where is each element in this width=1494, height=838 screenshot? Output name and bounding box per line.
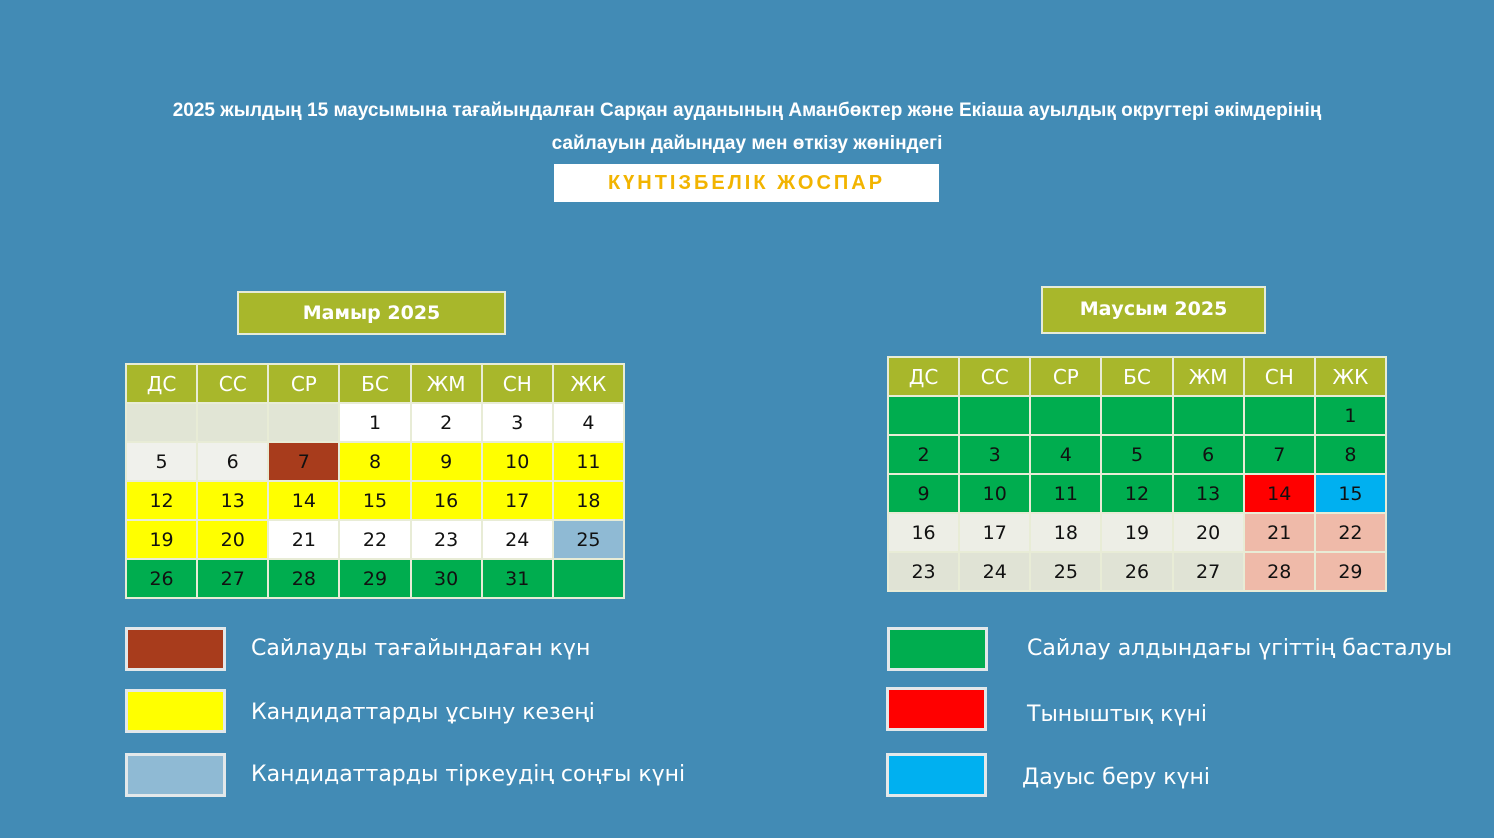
may-day-cell: 23	[411, 520, 482, 559]
plan-label: КҮНТІЗБЕЛІК ЖОСПАР	[554, 164, 939, 202]
header-title-line2: сайлауын дайындау мен өткізу жөніндегі	[551, 133, 943, 154]
legend-swatch-voting-day	[886, 753, 987, 797]
may-day-cell: 7	[268, 442, 339, 481]
may-day-cell: 26	[126, 559, 197, 598]
june-day-cell: 6	[1173, 435, 1244, 474]
june-day-cell: 15	[1315, 474, 1386, 513]
june-day-cell: 27	[1173, 552, 1244, 591]
weekday-header: БС	[1101, 357, 1172, 396]
june-week-row	[888, 552, 1386, 591]
legend-swatch-registration-deadline	[125, 753, 226, 797]
weekday-header: ДС	[888, 357, 959, 396]
june-day-cell: 16	[888, 513, 959, 552]
weekday-header: ЖМ	[411, 364, 482, 403]
june-day-cell: 29	[1315, 552, 1386, 591]
legend-label-nomination: Кандидаттарды ұсыну кезеңі	[251, 700, 595, 725]
weekday-header: СР	[1030, 357, 1101, 396]
may-month-title: Мамыр 2025	[237, 291, 506, 335]
may-day-cell: 6	[197, 442, 268, 481]
weekday-header: СН	[482, 364, 553, 403]
june-day-cell: 23	[888, 552, 959, 591]
may-day-cell: 12	[126, 481, 197, 520]
june-day-cell: 20	[1173, 513, 1244, 552]
june-day-cell: 9	[888, 474, 959, 513]
june-weekday-row	[888, 357, 1386, 396]
legend-label-registration-deadline: Кандидаттарды тіркеудің соңғы күні	[251, 762, 686, 787]
weekday-header: ЖК	[1315, 357, 1386, 396]
weekday-header: ДС	[126, 364, 197, 403]
may-day-cell: 8	[339, 442, 410, 481]
june-day-cell: 4	[1030, 435, 1101, 474]
june-day-cell: 10	[959, 474, 1030, 513]
june-day-cell: 26	[1101, 552, 1172, 591]
may-day-cell: 29	[339, 559, 410, 598]
legend-swatch-announcement	[125, 627, 226, 671]
june-day-cell: 14	[1244, 474, 1315, 513]
may-day-cell: 4	[553, 403, 624, 442]
may-day-cell: 24	[482, 520, 553, 559]
june-day-cell: 22	[1315, 513, 1386, 552]
june-day-cell: 19	[1101, 513, 1172, 552]
june-day-cell	[959, 396, 1030, 435]
june-day-cell: 13	[1173, 474, 1244, 513]
may-day-cell	[197, 403, 268, 442]
june-day-cell: 5	[1101, 435, 1172, 474]
may-day-cell: 5	[126, 442, 197, 481]
legend-label-campaign-start: Сайлау алдындағы үгіттің басталуы	[1027, 636, 1453, 661]
june-day-cell: 8	[1315, 435, 1386, 474]
june-week-row	[888, 396, 1386, 435]
legend-label-voting-day: Дауыс беру күні	[1022, 765, 1211, 790]
june-day-cell	[1030, 396, 1101, 435]
weekday-header: СС	[959, 357, 1030, 396]
legend-swatch-nomination	[125, 689, 226, 733]
june-day-cell: 24	[959, 552, 1030, 591]
june-day-cell	[888, 396, 959, 435]
may-day-cell	[268, 403, 339, 442]
june-day-cell: 3	[959, 435, 1030, 474]
june-calendar	[887, 356, 1387, 592]
june-day-cell	[1244, 396, 1315, 435]
may-day-cell: 19	[126, 520, 197, 559]
may-day-cell: 3	[482, 403, 553, 442]
weekday-header: БС	[339, 364, 410, 403]
may-day-cell: 9	[411, 442, 482, 481]
may-day-cell: 28	[268, 559, 339, 598]
june-day-cell: 7	[1244, 435, 1315, 474]
may-day-cell: 18	[553, 481, 624, 520]
weekday-header: СН	[1244, 357, 1315, 396]
may-day-cell: 31	[482, 559, 553, 598]
june-day-cell: 25	[1030, 552, 1101, 591]
june-day-cell: 1	[1315, 396, 1386, 435]
may-week-row	[126, 442, 624, 481]
june-day-cell: 21	[1244, 513, 1315, 552]
june-day-cell: 17	[959, 513, 1030, 552]
legend-label-announcement: Сайлауды тағайындаған күн	[251, 636, 591, 661]
may-week-row	[126, 403, 624, 442]
june-day-cell: 18	[1030, 513, 1101, 552]
may-week-row	[126, 559, 624, 598]
may-day-cell: 11	[553, 442, 624, 481]
may-day-cell: 20	[197, 520, 268, 559]
june-day-cell: 11	[1030, 474, 1101, 513]
june-day-cell: 28	[1244, 552, 1315, 591]
legend-label-silence-day: Тыныштық күні	[1027, 702, 1207, 727]
may-day-cell: 22	[339, 520, 410, 559]
june-day-cell: 12	[1101, 474, 1172, 513]
june-day-cell	[1173, 396, 1244, 435]
legend-swatch-silence-day	[886, 687, 987, 731]
may-day-cell: 27	[197, 559, 268, 598]
may-day-cell: 15	[339, 481, 410, 520]
may-day-cell	[553, 559, 624, 598]
june-day-cell	[1101, 396, 1172, 435]
may-day-cell: 21	[268, 520, 339, 559]
june-week-row	[888, 435, 1386, 474]
may-day-cell: 17	[482, 481, 553, 520]
weekday-header: СС	[197, 364, 268, 403]
may-week-row	[126, 481, 624, 520]
june-month-title: Маусым 2025	[1041, 286, 1266, 334]
may-day-cell: 30	[411, 559, 482, 598]
may-day-cell: 14	[268, 481, 339, 520]
weekday-header: СР	[268, 364, 339, 403]
may-calendar	[125, 363, 625, 599]
june-week-row	[888, 474, 1386, 513]
may-day-cell: 13	[197, 481, 268, 520]
may-day-cell: 2	[411, 403, 482, 442]
may-day-cell: 10	[482, 442, 553, 481]
weekday-header: ЖК	[553, 364, 624, 403]
may-weekday-row	[126, 364, 624, 403]
header-title-line1: 2025 жылдың 15 маусымына тағайындалған Сарқан ауданының Аманбөктер және Екіаша ауылдық округтері әкімдерінің	[172, 100, 1322, 121]
may-day-cell	[126, 403, 197, 442]
may-day-cell: 1	[339, 403, 410, 442]
may-day-cell: 16	[411, 481, 482, 520]
june-week-row	[888, 513, 1386, 552]
june-day-cell: 2	[888, 435, 959, 474]
weekday-header: ЖМ	[1173, 357, 1244, 396]
legend-swatch-campaign-start	[887, 627, 988, 671]
may-day-cell: 25	[553, 520, 624, 559]
may-week-row	[126, 520, 624, 559]
